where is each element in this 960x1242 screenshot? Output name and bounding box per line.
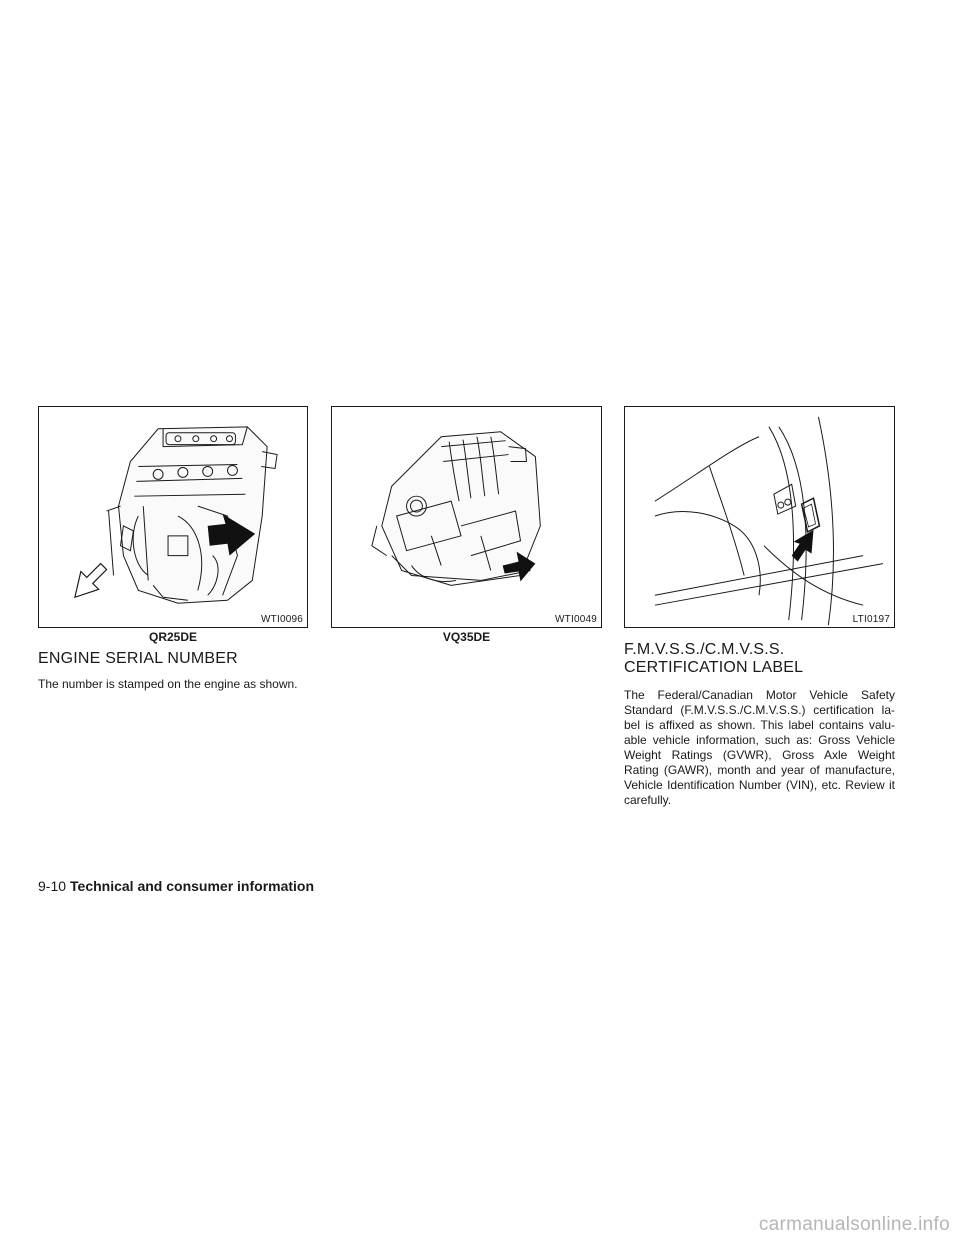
page-footer — [38, 878, 314, 894]
heading-certification-line2: CERTIFICATION LABEL — [624, 659, 804, 676]
certification-body: The Federal/Canadian Motor Vehicle Safety Standard (F.M.V.S.S./C.M.V.S.S.) certification la-bel is affixed as shown. This label contains valu-able vehicle information, such as: Gross Vehicle Weight Ratings (GVWR), Gross Axle Weight Rating (GAWR), month and year of manufacture, Vehicle Identification Number (VIN), etc. Review it carefully. — [624, 688, 895, 807]
figure-qr25de-engine — [38, 406, 308, 628]
figure-caption-qr25de: QR25DE — [148, 630, 198, 644]
page-number: 9-10 — [38, 878, 67, 894]
figure-certification-label-location — [624, 406, 895, 628]
watermark: carmanualsonline.info — [758, 1214, 950, 1235]
qr25de-engine-illustration — [39, 407, 307, 627]
figure-code: WTI0096 — [258, 614, 303, 625]
door-jamb-illustration — [625, 407, 894, 627]
footer-section-title: Technical and consumer information — [70, 878, 315, 894]
figure-code: LTI0197 — [850, 614, 890, 625]
figure-vq35de-engine — [331, 406, 602, 628]
heading-engine-serial-number: ENGINE SERIAL NUMBER — [38, 650, 238, 667]
engine-serial-body: The number is stamped on the engine as shown. — [38, 677, 298, 691]
vq35de-engine-illustration — [332, 407, 601, 627]
heading-certification-line1: F.M.V.S.S./C.M.V.S.S. — [624, 641, 785, 658]
figure-caption-vq35de: VQ35DE — [442, 630, 491, 644]
figure-code: WTI0049 — [552, 614, 597, 625]
